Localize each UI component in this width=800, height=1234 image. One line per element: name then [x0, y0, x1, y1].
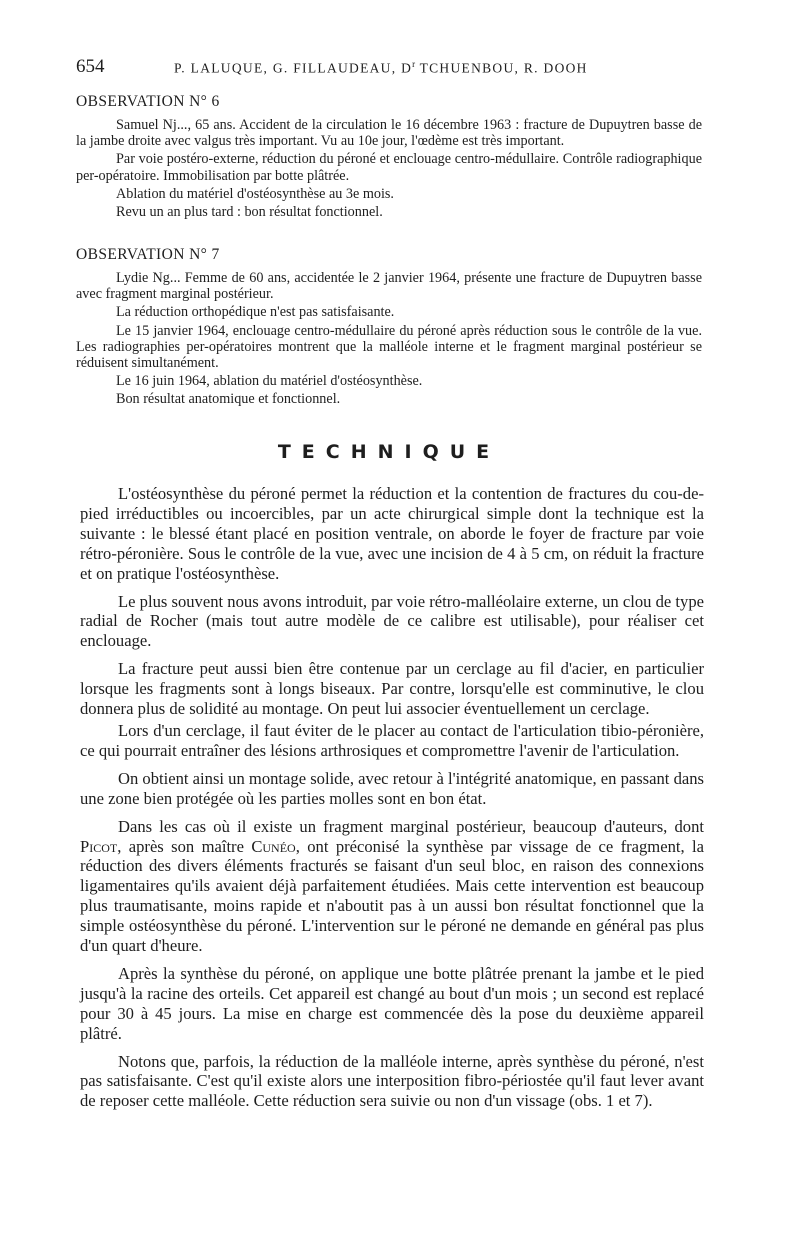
technique-body — [80, 484, 704, 1119]
technique-paragraph: Lors d'un cerclage, il faut éviter de le placer au contact de l'articulation tibio-péronière, ce qui pourrait entraîner des lésions arthrosiques et compromettre l'avenir de l'articulation. — [80, 720, 704, 760]
observation-7-paragraph: Bon résultat anatomique et fonctionnel. — [116, 391, 341, 408]
technique-paragraph: Après la synthèse du péroné, on applique une botte plâtrée prenant la jambe et le pied jusqu'à la racine des orteils. Cet appareil est changé au bout d'un mois ; un second est replacé pour 30 à 45 jours. La mise en charge est commencée dès la pose du deuxième appareil plâtré. — [80, 963, 704, 1043]
observation-7-paragraph: Lydie Ng... Femme de 60 ans, accidentée le 2 janvier 1964, présente une fracture de Dupuytren basse avec fragment marginal postérieur. — [76, 270, 702, 303]
observation-6-paragraph: Ablation du matériel d'ostéosynthèse au 3e mois. — [116, 185, 394, 202]
observation-7-paragraph: Le 16 juin 1964, ablation du matériel d'ostéosynthèse. — [116, 373, 423, 390]
observation-7-title: OBSERVATION N° 7 — [76, 246, 220, 263]
observation-7-paragraph: La réduction orthopédique n'est pas satisfaisante. — [116, 304, 395, 321]
observation-6-paragraph: Revu un an plus tard : bon résultat fonctionnel. — [116, 204, 383, 221]
section-title-technique: TECHNIQUE — [277, 441, 501, 463]
observation-7-paragraph: Le 15 janvier 1964, enclouage centro-médullaire du péroné après réduction sous le contrôle de la vue. Les radiographies per-opératoires montrent que la malléole interne et le fragment marginal postérieur se réduisent simultanément. — [76, 322, 702, 372]
running-head — [76, 56, 726, 80]
technique-paragraph: Le plus souvent nous avons introduit, par voie rétro-malléolaire externe, un clou de type radial de Rocher (mais tout autre modèle de ce calibre est utilisable), pour réaliser cet enclouage. — [80, 591, 704, 651]
technique-paragraph: On obtient ainsi un montage solide, avec retour à l'intégrité anatomique, en passant dans une zone bien protégée où les parties molles sont en bon état. — [80, 768, 704, 808]
page-number: 654 — [76, 56, 105, 77]
technique-paragraph: L'ostéosynthèse du péroné permet la réduction et la contention de fractures du cou-de-pied irréductibles ou incoercibles, par un acte chirurgical simple dont la technique est la suivante : le blessé étant placé en position ventrale, on aborde le foyer de fracture par voie rétro-péronière. Sous le contrôle de la vue, avec une incision de 4 à 5 cm, on réduit la fracture et on pratique l'ostéosynthèse. — [80, 484, 704, 583]
observation-7 — [76, 246, 702, 410]
running-head-authors: P. LALUQUE, G. FILLAUDEAU, $D^r$ TCHUENBOU, R. DOOH — [174, 59, 588, 76]
author-name-cuneo: Cunéo — [251, 836, 296, 856]
observation-6 — [76, 93, 702, 222]
author-name-picot: Picot — [80, 836, 118, 856]
technique-paragraph: Dans les cas où il existe un fragment marginal postérieur, beaucoup d'auteurs, dont Picot, après son maître Cunéo, ont préconisé la synthèse par vissage de ce fragment, la réduction des divers éléments fracturés se faisant d'un seul bloc, en raison des connexions ligamentaires qu'ils avaient déjà parfaitement étudiées. Mais cette intervention est beaucoup plus traumatisante, moins rapide et n'aboutit pas à un aussi bon résultat fonctionnel que la simple ostéosynthèse du péroné. L'intervention sur le péroné ne demande en général pas plus d'un quart d'heure. — [80, 816, 704, 956]
observation-6-paragraph: Par voie postéro-externe, réduction du péroné et enclouage centro-médullaire. Contrôle radiographique per-opératoire. Immobilisation par botte plâtrée. — [76, 151, 702, 184]
observation-6-paragraph: Samuel Nj..., 65 ans. Accident de la circulation le 16 décembre 1963 : fracture de Dupuytren basse de la jambe droite avec valgus très important. Vu au 10e jour, l'œdème est très important. — [76, 117, 702, 150]
technique-paragraph: La fracture peut aussi bien être contenue par un cerclage au fil d'acier, en particulier lorsque les fragments sont à longs biseaux. Par contre, lorsqu'elle est comminutive, le clou donnera plus de solidité au montage. On peut lui associer éventuellement un cerclage. — [80, 659, 704, 719]
technique-paragraph: Notons que, parfois, la réduction de la malléole interne, après synthèse du péroné, n'est pas satisfaisante. C'est qu'il existe alors une interposition fibro-périostée qu'il faut lever avant de reposer cette malléole. Cette réduction sera suivie ou non d'un vissage (obs. 1 et 7). — [80, 1051, 704, 1111]
observation-6-title: OBSERVATION N° 6 — [76, 93, 220, 110]
